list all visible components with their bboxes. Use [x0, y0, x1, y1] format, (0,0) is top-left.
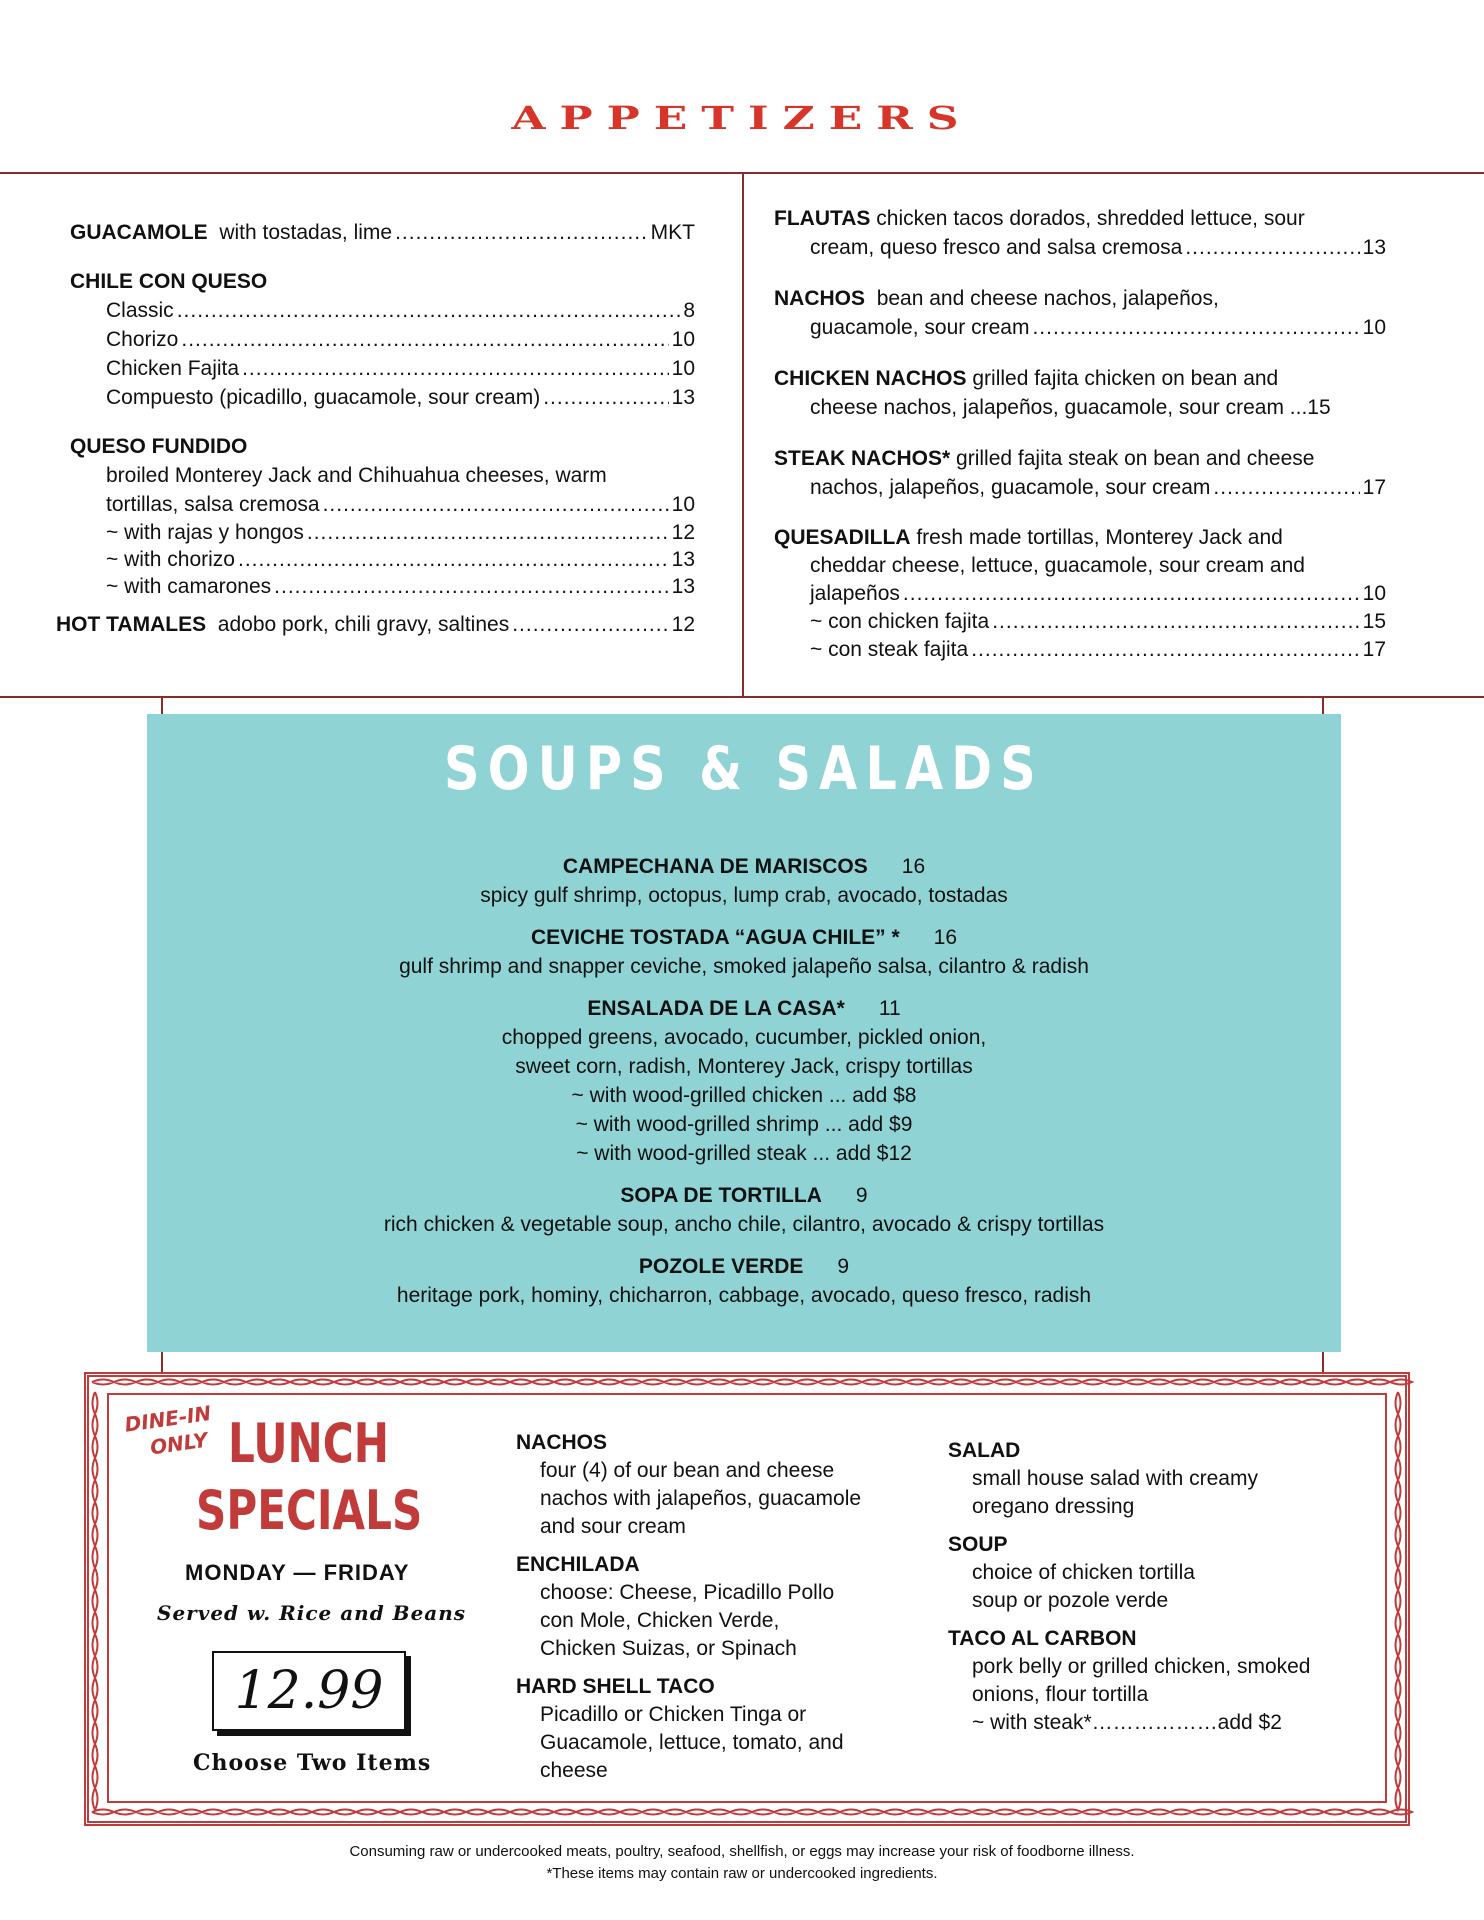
option-price: 10 — [671, 357, 695, 380]
item-price: 10 — [1362, 582, 1386, 605]
item-desc: cream, queso fresco and salsa cremosa — [810, 236, 1183, 259]
item-price: 16 — [933, 926, 958, 949]
option-label: ~ con steak fajita — [810, 638, 969, 661]
option-price: 8 — [683, 299, 695, 322]
lunch-column-middle — [516, 1429, 916, 1795]
item-price: 10 — [1362, 316, 1386, 339]
specials-heading: SPECIALS — [196, 1479, 423, 1542]
item-desc: Guacamole, lettuce, tomato, and — [540, 1731, 844, 1754]
dine-in-only-text: ONLY — [148, 1427, 210, 1460]
item-desc: grilled fajita steak on bean and cheese — [956, 447, 1315, 470]
item-name: TACO AL CARBON — [948, 1627, 1137, 1650]
option-price: 17 — [1362, 638, 1386, 661]
option-label: ~ con chicken fajita — [810, 610, 990, 633]
option-label: ~ with chorizo — [106, 548, 235, 571]
item-desc: grilled fajita chicken on bean and — [972, 367, 1279, 390]
item-desc: Chicken Suizas, or Spinach — [540, 1637, 797, 1660]
footer-warning: Consuming raw or undercooked meats, poultry, seafood, shellfish, or eggs may increase your risk of foodborne illness. — [349, 1843, 1135, 1860]
item-desc: small house salad with creamy — [972, 1467, 1258, 1490]
item-desc: cheddar cheese, lettuce, guacamole, sour cream and — [810, 554, 1305, 577]
item-desc: bean and cheese nachos, jalapeños, — [876, 287, 1219, 310]
option-price: 15 — [1362, 610, 1386, 633]
item-price: 16 — [901, 855, 926, 878]
addon-dots: ……………… — [1091, 1711, 1218, 1734]
item-desc: nachos, jalapeños, guacamole, sour cream — [810, 476, 1211, 499]
option-label: Classic — [106, 299, 174, 322]
served-with-note: Served w. Rice and Beans — [157, 1601, 467, 1625]
item-option: ~ with wood-grilled steak ... add $12 — [576, 1142, 912, 1165]
item-name: HARD SHELL TACO — [516, 1675, 715, 1698]
item-name: GUACAMOLE — [70, 221, 208, 244]
item-name: FLAUTAS — [774, 207, 871, 230]
item-desc: oregano dressing — [972, 1495, 1135, 1518]
item-desc: cheese — [540, 1759, 608, 1782]
item-name: CHICKEN NACHOS — [774, 367, 967, 390]
item-desc: choice of chicken tortilla — [972, 1561, 1195, 1584]
item-name: SOUP — [948, 1533, 1008, 1556]
steak-addon — [948, 1709, 1368, 1737]
item-desc: cheese nachos, jalapeños, guacamole, sour cream ... — [810, 396, 1308, 419]
lunch-item-taco-al-carbon — [948, 1625, 1368, 1737]
item-price: 13 — [1362, 236, 1386, 259]
item-desc: broiled Monterey Jack and Chihuahua cheeses, warm — [106, 464, 607, 487]
addon-price: add $2 — [1217, 1711, 1282, 1734]
item-name: NACHOS — [774, 287, 866, 310]
lunch-item-hard-shell-taco — [516, 1673, 916, 1785]
item-name: CEVICHE TOSTADA “AGUA CHILE” * — [530, 926, 900, 949]
lunch-item-salad — [948, 1437, 1368, 1521]
addon-label: ~ with steak* — [972, 1711, 1092, 1734]
item-desc: chicken tacos dorados, shredded lettuce, sour — [876, 207, 1305, 230]
item-price: 17 — [1362, 476, 1386, 499]
appetizers-title: APPETIZERS — [511, 100, 973, 137]
option-label: ~ with camarones — [106, 575, 272, 598]
lunch-item-soup — [948, 1531, 1368, 1615]
footer-note: *These items may contain raw or undercooked ingredients. — [546, 1865, 938, 1882]
item-price: 10 — [671, 493, 695, 516]
lunch-item-enchilada — [516, 1551, 916, 1663]
item-option: ~ with wood-grilled chicken ... add $8 — [571, 1084, 917, 1107]
item-name: QUESO FUNDIDO — [70, 435, 248, 458]
item-name: HOT TAMALES — [56, 613, 207, 636]
option-label: ~ with rajas y hongos — [106, 521, 304, 544]
option-price: 12 — [671, 521, 695, 544]
option-label: Chicken Fajita — [106, 357, 240, 380]
item-name: ENCHILADA — [516, 1553, 640, 1576]
item-option: ~ with wood-grilled shrimp ... add $9 — [575, 1113, 913, 1136]
item-name: SALAD — [948, 1439, 1021, 1462]
item-desc: heritage pork, hominy, chicharron, cabbage, avocado, queso fresco, radish — [396, 1284, 1092, 1307]
lunch-item-nachos — [516, 1429, 916, 1541]
item-price: 12 — [671, 613, 695, 636]
option-label: Compuesto (picadillo, guacamole, sour cream) — [106, 386, 541, 409]
option-price: 13 — [671, 386, 695, 409]
item-desc: with tostadas, lime — [219, 221, 393, 244]
item-desc: four (4) of our bean and cheese — [540, 1459, 835, 1482]
item-desc: jalapeños — [810, 582, 900, 605]
lunch-heading: LUNCH — [228, 1412, 389, 1475]
item-name: SOPA DE TORTILLA — [620, 1184, 822, 1207]
item-desc: chopped greens, avocado, cucumber, pickled onion, — [501, 1026, 987, 1049]
choose-two-note: Choose Two Items — [193, 1750, 432, 1776]
lunch-days: MONDAY — FRIDAY — [185, 1560, 410, 1585]
lunch-column-right — [948, 1437, 1368, 1747]
item-desc: choose: Cheese, Picadillo Pollo — [540, 1581, 835, 1604]
item-name: NACHOS — [516, 1431, 608, 1454]
item-name: POZOLE VERDE — [638, 1255, 804, 1278]
item-name: CAMPECHANA DE MARISCOS — [562, 855, 868, 878]
item-desc: soup or pozole verde — [972, 1589, 1169, 1612]
item-price: 11 — [878, 997, 901, 1020]
item-desc: Picadillo or Chicken Tinga or — [540, 1703, 807, 1726]
item-price: 15 — [1307, 396, 1331, 419]
item-name: CHILE CON QUESO — [70, 270, 268, 293]
item-name: QUESADILLA — [774, 526, 911, 549]
item-desc: and sour cream — [540, 1515, 686, 1538]
dine-in-text: DINE-IN — [123, 1400, 213, 1437]
item-desc: adobo pork, chili gravy, saltines — [217, 613, 510, 636]
item-desc: nachos with jalapeños, guacamole — [540, 1487, 862, 1510]
option-price: 13 — [671, 575, 695, 598]
item-desc: rich chicken & vegetable soup, ancho chile, cilantro, avocado & crispy tortillas — [383, 1213, 1105, 1236]
item-desc: sweet corn, radish, Monterey Jack, crispy tortillas — [515, 1055, 973, 1078]
item-desc: pork belly or grilled chicken, smoked — [972, 1655, 1311, 1678]
option-price: 13 — [671, 548, 695, 571]
item-desc: con Mole, Chicken Verde, — [540, 1609, 780, 1632]
item-price: 9 — [837, 1255, 850, 1278]
item-desc: tortillas, salsa cremosa — [106, 493, 320, 516]
item-desc: gulf shrimp and snapper ceviche, smoked jalapeño salsa, cilantro & radish — [399, 955, 1089, 978]
option-price: 10 — [671, 328, 695, 351]
item-name: STEAK NACHOS* — [774, 447, 951, 470]
item-desc: spicy gulf shrimp, octopus, lump crab, avocado, tostadas — [480, 884, 1008, 907]
item-desc: onions, flour tortilla — [972, 1683, 1149, 1706]
item-price: MKT — [650, 221, 695, 244]
option-label: Chorizo — [106, 328, 179, 351]
lunch-price-box: 12.99 — [212, 1651, 406, 1731]
soups-salads-title: SOUPS & SALADS — [444, 734, 1044, 804]
item-desc: fresh made tortillas, Monterey Jack and — [916, 526, 1283, 549]
item-name: ENSALADA DE LA CASA* — [587, 997, 845, 1020]
item-price: 9 — [855, 1184, 868, 1207]
item-desc: guacamole, sour cream — [810, 316, 1030, 339]
